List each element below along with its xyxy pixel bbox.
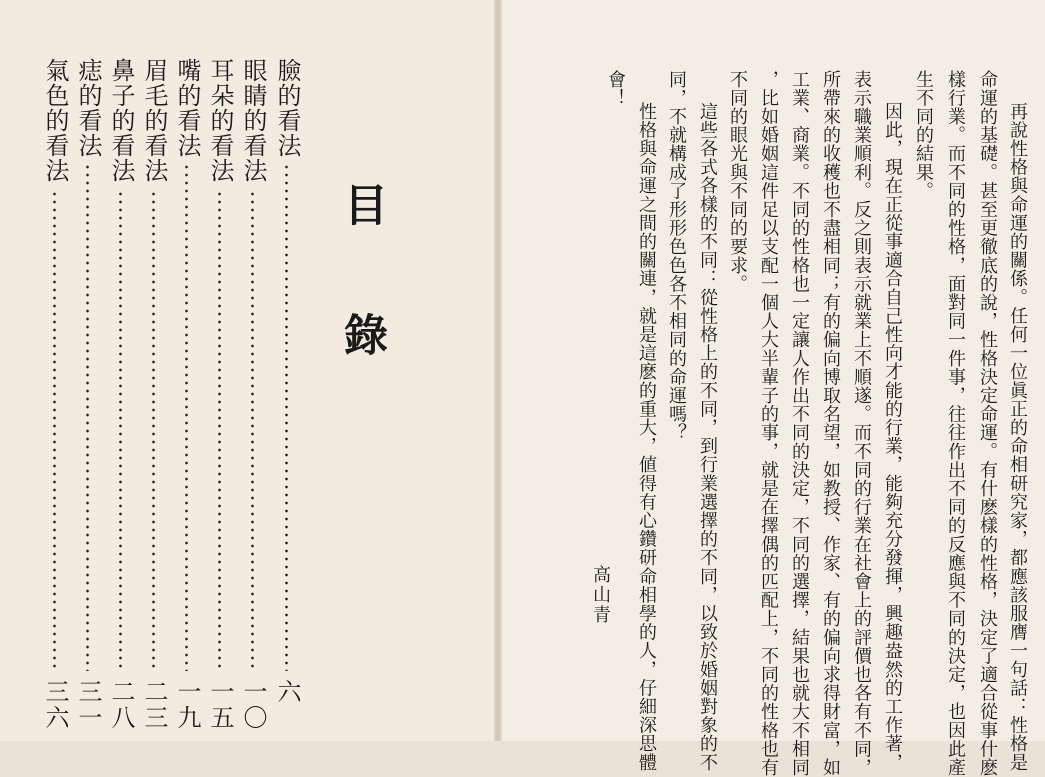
toc-heading: 目錄 <box>336 182 387 442</box>
preface-column: 所帶來的收穫也不盡相同；有的偏向博取名望，如教授、作家、有的偏向求得財富，如 <box>820 70 841 777</box>
preface-column: 再說性格與命運的關係。任何一位眞正的命相研究家，都應該服膺一句話：性格是 <box>1007 102 1028 772</box>
toc-entry-page: 一五 <box>206 679 234 731</box>
toc-dot-leader <box>218 190 221 671</box>
preface-column: 同，不就構成了形形色色各不相同的命運嗎？ <box>666 70 687 442</box>
toc-dot-leader <box>285 163 288 671</box>
toc-entry-page: 三一 <box>74 679 102 731</box>
toc-entry-title: 臉的看法 <box>273 58 301 158</box>
toc-entry-page: 一九 <box>173 679 201 731</box>
preface-column: 這些各式各樣的不同：從性格上的不同，到行業選擇的不同，以致於婚姻對象的不 <box>697 102 718 772</box>
toc-entry-page: 二八 <box>107 679 135 731</box>
toc-dot-leader <box>119 190 122 671</box>
book-gutter <box>494 0 502 741</box>
toc-entry-title: 鼻子的看法 <box>107 58 135 183</box>
preface-column: 生不同的結果。 <box>913 70 934 201</box>
toc-entry-title: 痣的看法 <box>74 58 102 158</box>
toc-dot-leader <box>86 163 89 671</box>
preface-column: 表示職業順利。反之則表示就業上不順遂。而不同的行業在社會上的評價也各有不同， <box>851 70 872 777</box>
toc-entry-page: 一〇 <box>239 679 267 731</box>
toc-entry-title: 眼睛的看法 <box>239 58 267 183</box>
toc-dot-leader <box>185 163 188 671</box>
preface-column: 會！ <box>605 70 626 108</box>
preface-column: 樣行業。而不同的性格，面對同一件事，往往作出不同的反應與不同的決定，也因此產 <box>945 70 966 777</box>
toc-entry-title: 嘴的看法 <box>173 58 201 158</box>
preface-column: 性格與命運之間的關連，就是這麽的重大，値得有心鑽研命相學的人，仔細深思體 <box>636 102 657 772</box>
toc-dot-leader <box>53 190 56 671</box>
toc-entry-page: 三六 <box>41 679 69 731</box>
toc-entry-title: 眉毛的看法 <box>140 58 168 183</box>
toc-dot-leader <box>251 190 254 671</box>
toc-dot-leader <box>152 190 155 671</box>
preface-column: 工業、商業。不同的性格也一定讓人作出不同的決定，不同的選擇，結果也就大不相同 <box>789 70 810 777</box>
preface-column: 因此，現在正從事適合自己性向才能的行業，能夠充分發揮，興趣盎然的工作著， <box>882 102 903 772</box>
preface-column: 命運的基礎。甚至更徹底的說，性格決定命運。有什麽樣的性格，決定了適合從事什麽 <box>977 70 998 777</box>
toc-entry-page: 二三 <box>140 679 168 731</box>
toc-entry-title: 耳朵的看法 <box>206 58 234 183</box>
author-name: 高山青 <box>590 565 611 625</box>
preface-column: 不同的眼光與不同的要求。 <box>727 70 748 294</box>
toc-entry-page: 六 <box>273 679 301 705</box>
preface-column: ，比如婚姻這件足以支配一個人大半輩子的事，就是在擇偶的匹配上，不同的性格也有 <box>758 70 779 777</box>
toc-entry-title: 氣色的看法 <box>41 58 69 183</box>
